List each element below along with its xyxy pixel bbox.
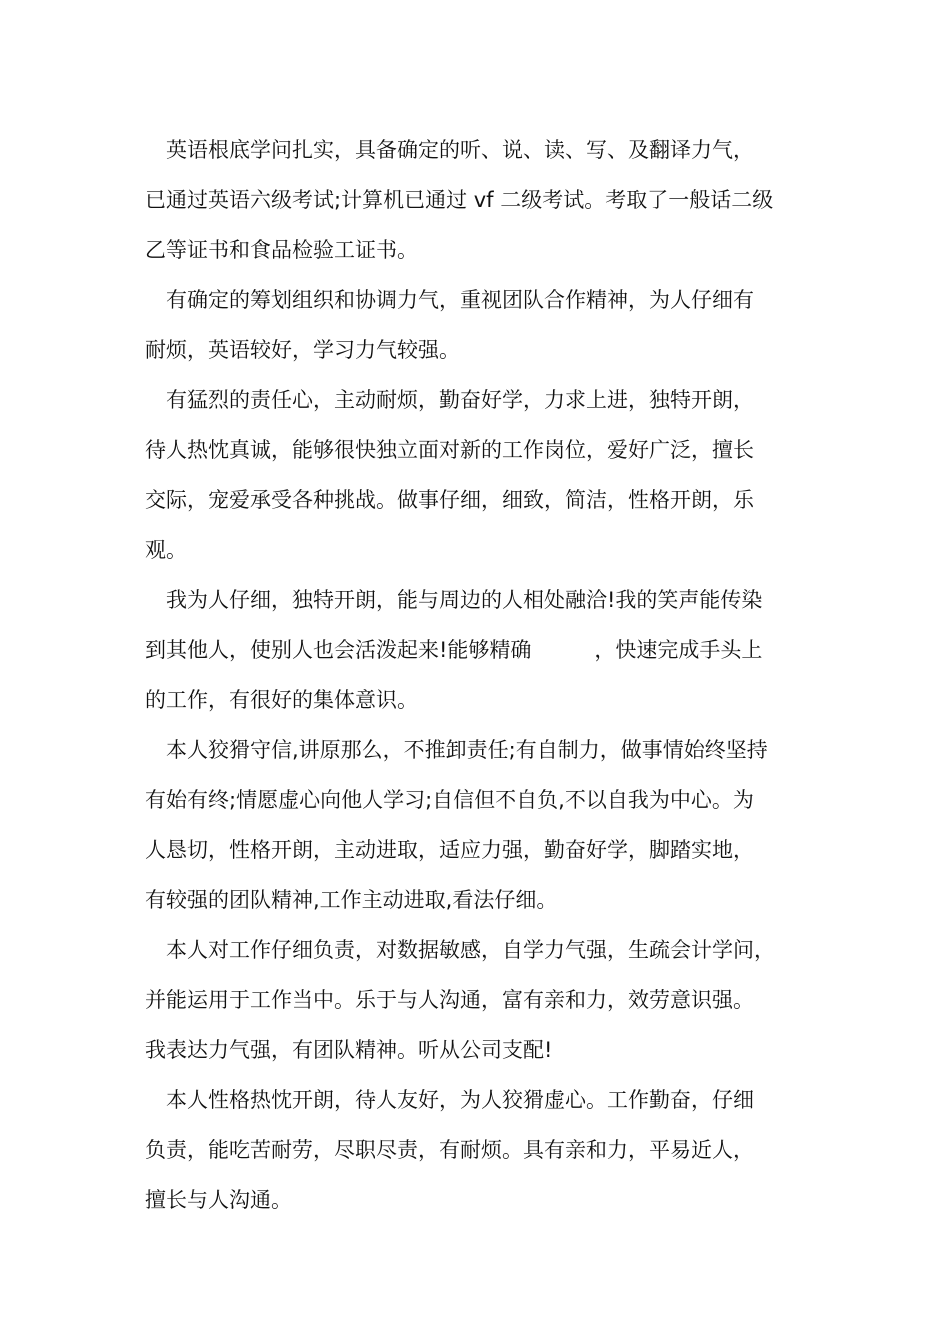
text-line: 耐烦，英语较好，学习力气较强。	[145, 338, 460, 362]
text-line: 乙等证书和食品检验工证书。	[145, 238, 418, 262]
text-line: 交际，宠爱承受各种挑战。做事仔细，细致，简洁，性格开朗，乐	[145, 488, 754, 512]
text-line: 有始有终;情愿虚心向他人学习;自信但不自负,不以自我为中心。为	[145, 788, 754, 812]
text-line: 待人热忱真诚，能够很快独立面对新的工作岗位，爱好广泛，擅长	[145, 438, 754, 462]
text-line: 有猛烈的责任心，主动耐烦，勤奋好学，力求上进，独特开朗，	[166, 388, 754, 412]
text-line: 我为人仔细，独特开朗，能与周边的人相处融洽!我的笑声能传染	[166, 588, 763, 612]
text-line: 到其他人，使别人也会活泼起来!能够精确 ，快速完成手头上	[145, 638, 763, 662]
text-line: 人恳切，性格开朗，主动进取，适应力强，勤奋好学，脚踏实地，	[145, 838, 754, 862]
text-line: 有较强的团队精神,工作主动进取,看法仔细。	[145, 888, 558, 912]
text-line: 并能运用于工作当中。乐于与人沟通，富有亲和力，效劳意识强。	[145, 988, 754, 1012]
text-line: 观。	[145, 538, 187, 562]
text-line: 负责，能吃苦耐劳，尽职尽责，有耐烦。具有亲和力，平易近人，	[145, 1138, 754, 1162]
text-line: 英语根底学问扎实，具备确定的听、说、读、写、及翻译力气，	[166, 138, 754, 162]
text-line: 我表达力气强，有团队精神。听从公司支配!	[145, 1038, 553, 1062]
text-line: 本人狡猾守信,讲原那么，不推卸责任;有自制力，做事情始终坚持	[166, 738, 768, 762]
text-line: 本人对工作仔细负责，对数据敏感，自学力气强，生疏会计学问，	[166, 938, 775, 962]
text-line: 的工作，有很好的集体意识。	[145, 688, 418, 712]
text-line: 本人性格热忱开朗，待人友好，为人狡猾虚心。工作勤奋，仔细	[166, 1088, 754, 1112]
text-line: 已通过英语六级考试;计算机已通过 vf 二级考试。考取了一般话二级	[145, 188, 774, 212]
text-line: 擅长与人沟通。	[145, 1188, 292, 1212]
text-line: 有确定的筹划组织和协调力气，重视团队合作精神，为人仔细有	[166, 288, 754, 312]
